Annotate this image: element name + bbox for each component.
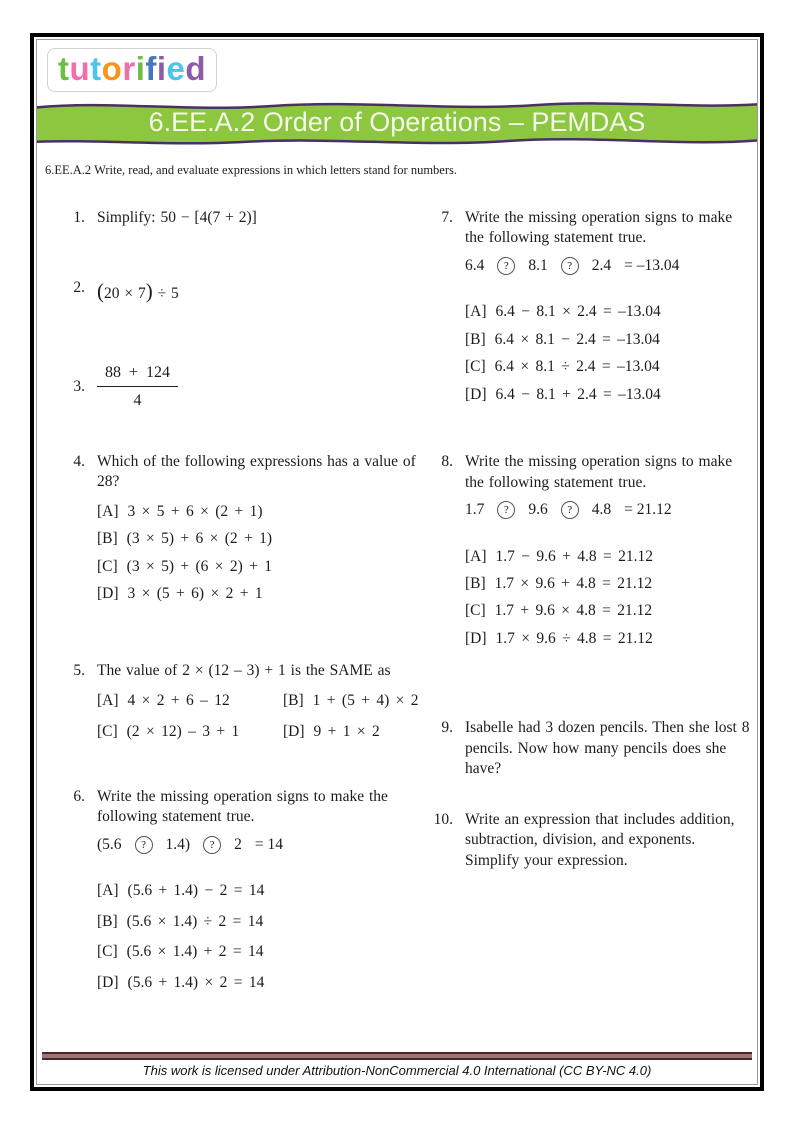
question-text: Write the missing operation signs to make the following statement true. — [465, 453, 733, 491]
option-c — [97, 942, 419, 962]
option-d — [283, 722, 419, 742]
option-label: [B] — [465, 574, 486, 592]
option-label: [D] — [465, 629, 487, 647]
logo-letter: d — [185, 50, 207, 87]
question-number: 2. — [73, 279, 85, 297]
option-math: (5.6 + 1.4) − 2 = 14 — [127, 882, 265, 900]
option-label: [B] — [283, 691, 304, 709]
question-2 — [57, 278, 419, 306]
option-a — [465, 302, 751, 322]
option-a — [97, 881, 419, 901]
option-label: [D] — [283, 723, 305, 741]
option-label: [A] — [465, 303, 487, 321]
option-label: [A] — [465, 547, 487, 565]
circled-question-icon: ? — [497, 501, 515, 519]
equation-term: 2.4 — [591, 256, 612, 274]
option-label: [B] — [465, 330, 486, 348]
option-math: (3 × 5) + (6 × 2) + 1 — [126, 557, 273, 575]
option-c — [465, 601, 751, 621]
option-math: 1.7 × 9.6 ÷ 4.8 = 21.12 — [495, 629, 653, 647]
equation-term: 1.7 — [465, 501, 485, 519]
option-b — [97, 912, 419, 932]
equation-line — [465, 256, 751, 276]
option-math: 1.7 + 9.6 × 4.8 = 21.12 — [494, 602, 653, 620]
equation-line — [97, 835, 419, 855]
fraction — [97, 362, 178, 411]
option-label: [C] — [97, 557, 118, 575]
question-number: 4. — [73, 452, 85, 470]
option-a — [465, 547, 751, 567]
open-paren: ( — [97, 279, 104, 304]
option-math: (5.6 + 1.4) × 2 = 14 — [127, 973, 265, 991]
logo-letter: f — [145, 50, 157, 87]
page-title: 6.EE.A.2 Order of Operations – PEMDAS — [148, 107, 646, 137]
option-label: [B] — [97, 530, 118, 548]
question-math — [97, 278, 419, 306]
option-label: [C] — [97, 943, 118, 961]
fraction-numerator: 88 + 124 — [97, 362, 178, 387]
option-math: 6.4 × 8.1 − 2.4 = –13.04 — [494, 330, 660, 348]
question-4 — [57, 452, 419, 612]
option-c — [465, 357, 751, 377]
option-c — [97, 557, 419, 577]
question-5 — [57, 661, 419, 742]
option-math: 6.4 − 8.1 + 2.4 = –13.04 — [495, 385, 661, 403]
question-number: 8. — [441, 453, 453, 471]
footer-divider — [42, 1052, 752, 1060]
option-math: 1.7 − 9.6 + 4.8 = 21.12 — [495, 547, 654, 565]
option-math: (2 × 12) – 3 + 1 — [126, 723, 240, 741]
question-number: 5. — [73, 662, 85, 680]
question-text: Simplify: 50 − [4(7 + 2)] — [97, 209, 257, 226]
option-b — [283, 691, 419, 711]
option-a — [97, 502, 419, 522]
equation-term: (5.6 — [97, 835, 122, 853]
option-label: [C] — [465, 358, 486, 376]
option-label: [C] — [465, 602, 486, 620]
option-label: [B] — [97, 912, 118, 930]
option-math: (5.6 × 1.4) + 2 = 14 — [126, 943, 264, 961]
circled-question-icon: ? — [561, 257, 579, 275]
option-d — [465, 629, 751, 649]
option-c — [97, 722, 283, 742]
option-d — [97, 584, 419, 604]
option-math: (5.6 × 1.4) ÷ 2 = 14 — [126, 912, 264, 930]
equation-term: 8.1 — [528, 256, 548, 274]
fraction-denominator: 4 — [133, 392, 142, 410]
option-math: 3 × 5 + 6 × (2 + 1) — [127, 502, 263, 520]
option-math: 6.4 − 8.1 × 2.4 = –13.04 — [495, 303, 661, 321]
circled-question-icon: ? — [203, 836, 221, 854]
worksheet-inner-frame — [36, 39, 758, 1085]
close-paren: ) — [145, 279, 153, 304]
question-3 — [57, 362, 419, 412]
circled-question-icon: ? — [561, 501, 579, 519]
equation-term: 1.4) — [165, 835, 191, 853]
option-math: 3 × (5 + 6) × 2 + 1 — [127, 585, 263, 602]
question-text: Isabelle had 3 dozen pencils. Then she lost 8 pencils. Now how many pencils does she have? — [465, 719, 750, 778]
option-label: [D] — [97, 585, 119, 602]
option-label: [C] — [97, 723, 118, 741]
question-text: Write the missing operation signs to make the following statement true. — [97, 787, 388, 826]
question-text: Which of the following expressions has a value of 28? — [97, 452, 416, 491]
option-b — [465, 330, 751, 350]
question-number: 10. — [433, 810, 453, 828]
question-6 — [57, 787, 419, 1003]
answer-options — [465, 302, 751, 405]
option-a — [97, 691, 283, 711]
question-number: 9. — [441, 719, 453, 737]
equation-term: 4.8 — [591, 501, 612, 519]
right-column — [419, 208, 751, 1003]
paren-body: 20 × 7 — [104, 285, 146, 303]
option-math: 1 + (5 + 4) × 2 — [312, 691, 419, 709]
option-math: 4 × 2 + 6 – 12 — [127, 691, 230, 709]
question-text: Write an expression that includes addition, subtraction, division, and exponents. Simplify your expression. — [465, 810, 735, 869]
circled-question-icon: ? — [135, 836, 153, 854]
equation-result: = –13.04 — [624, 256, 680, 274]
question-1 — [57, 208, 419, 228]
logo-letter: i — [156, 50, 167, 87]
question-columns — [37, 208, 757, 1003]
equation-term: 2 — [234, 835, 242, 853]
option-label: [A] — [97, 882, 119, 900]
question-7 — [425, 208, 751, 412]
logo-letter: u — [69, 50, 91, 87]
question-number: 6. — [73, 787, 85, 805]
logo-letter: i — [135, 50, 146, 87]
logo-letter: t — [58, 50, 70, 87]
answer-options — [465, 547, 751, 650]
option-math: 1.7 × 9.6 + 4.8 = 21.12 — [494, 574, 653, 592]
question-text: Write the missing operation signs to make the following statement true. — [465, 209, 733, 247]
footer — [42, 1052, 752, 1078]
option-math: (3 × 5) + 6 × (2 + 1) — [126, 530, 273, 548]
option-label: [A] — [97, 691, 119, 709]
left-column — [57, 208, 419, 1003]
question-text: The value of 2 × (12 – 3) + 1 is the SAME as — [97, 662, 391, 680]
option-label: [A] — [97, 502, 119, 520]
option-b — [465, 574, 751, 594]
answer-options — [97, 881, 419, 993]
option-math: 6.4 × 8.1 ÷ 2.4 = –13.04 — [494, 358, 660, 376]
logo-letter: e — [166, 50, 186, 87]
question-number: 3. — [73, 377, 85, 395]
question-9 — [425, 718, 751, 779]
answer-options — [97, 691, 419, 743]
equation-result: = 14 — [254, 835, 283, 853]
title-banner — [37, 96, 757, 150]
logo-letter: r — [122, 50, 136, 87]
question-number: 7. — [441, 209, 453, 226]
standard-description: 6.EE.A.2 Write, read, and evaluate expressions in which letters stand for numbers. — [45, 163, 457, 177]
equation-result: = 21.12 — [624, 501, 672, 519]
license-text: This work is licensed under Attribution-NonCommercial 4.0 International (CC BY-NC 4.0) — [142, 1063, 652, 1078]
question-number: 1. — [73, 209, 85, 226]
option-d — [97, 973, 419, 993]
option-b — [97, 529, 419, 549]
option-label: [D] — [465, 385, 487, 403]
option-d — [465, 385, 751, 405]
tutorified-logo — [47, 48, 217, 92]
option-label: [D] — [97, 973, 119, 991]
equation-term: 6.4 — [465, 256, 485, 274]
question-8 — [425, 452, 751, 656]
logo-letter: t — [90, 50, 102, 87]
circled-question-icon: ? — [497, 257, 515, 275]
logo-letter: o — [101, 50, 123, 87]
option-math: 9 + 1 × 2 — [313, 723, 380, 741]
question-10 — [425, 810, 751, 871]
worksheet-page — [30, 33, 764, 1091]
answer-options — [97, 502, 419, 605]
equation-term: 9.6 — [528, 501, 548, 519]
equation-line — [465, 500, 751, 520]
math-tail: ÷ 5 — [152, 285, 179, 303]
